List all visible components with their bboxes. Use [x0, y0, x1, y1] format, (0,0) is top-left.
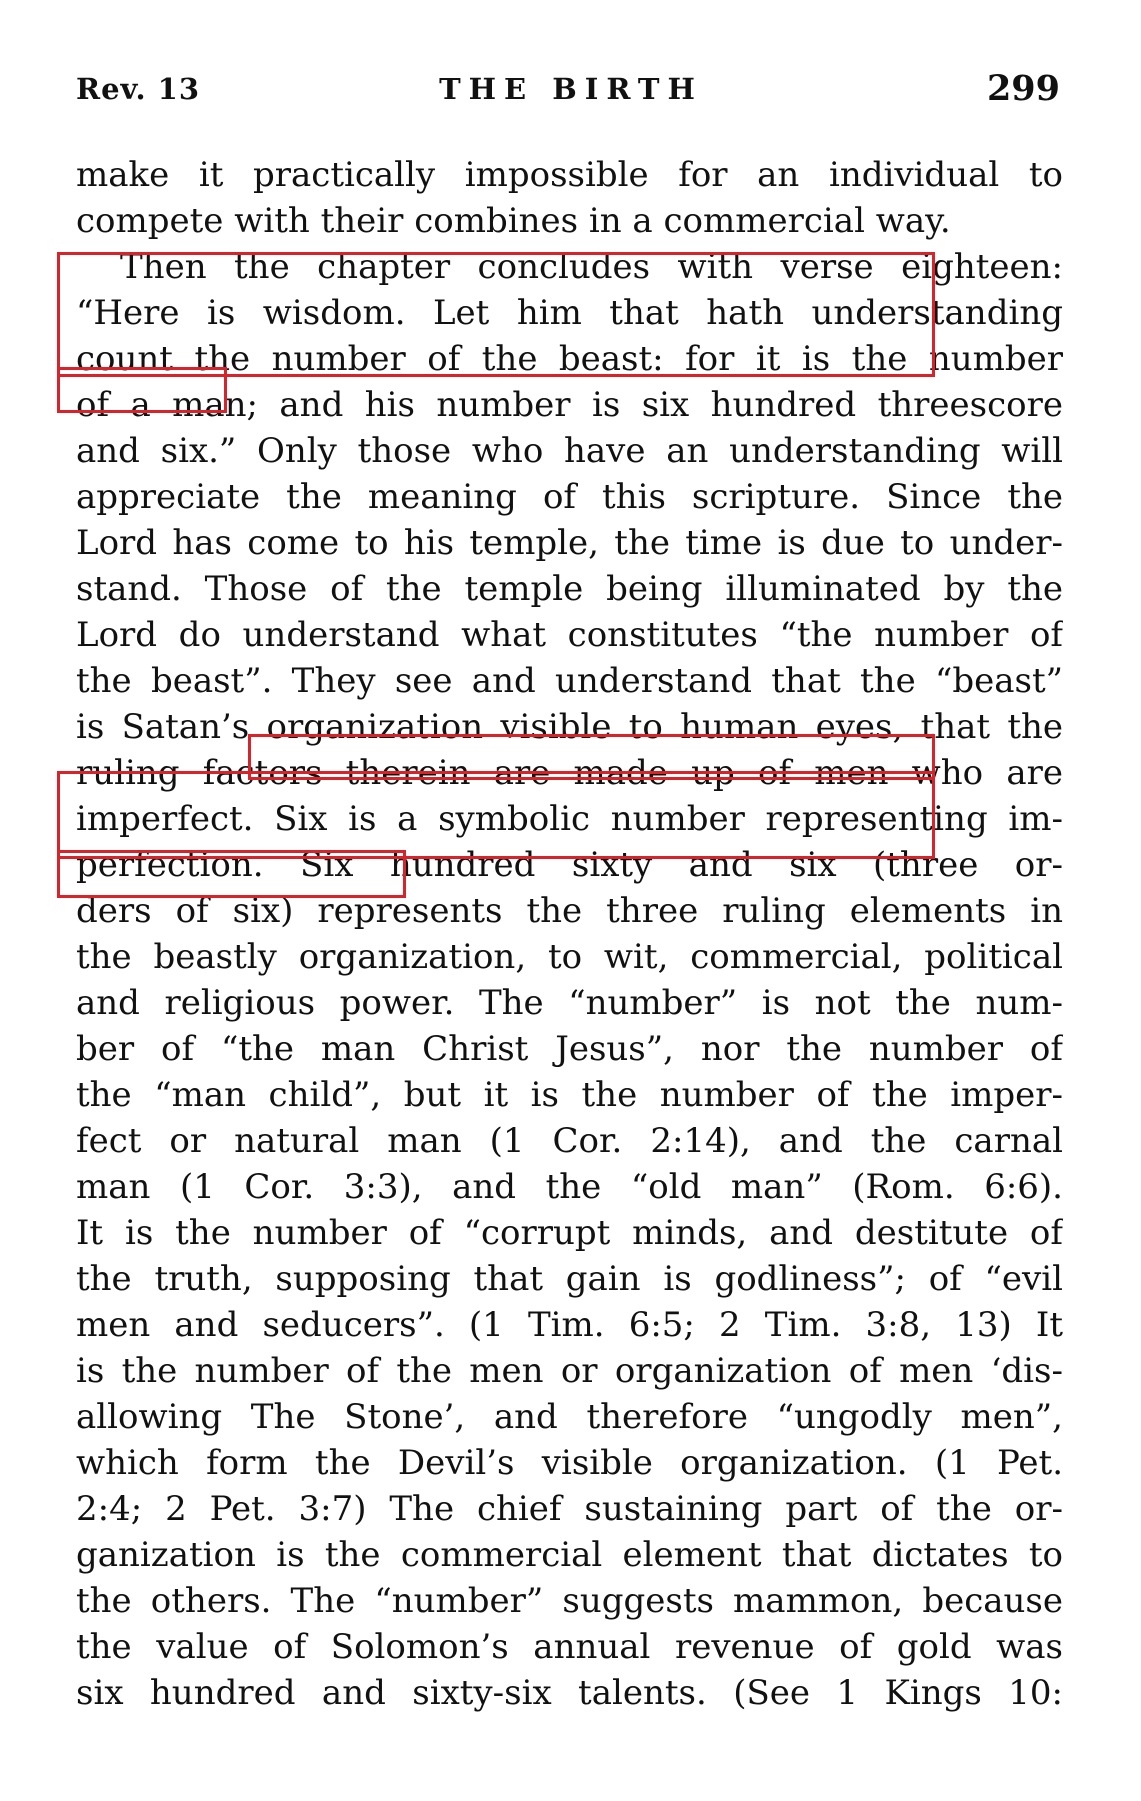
page-number: 299 — [986, 68, 1060, 109]
text-line: six hundred and sixty-six talents. (See 1 Kings 10: — [76, 1673, 1063, 1713]
text-line: compete with their combines in a commercial way. — [76, 201, 951, 241]
text-line: the beast”. They see and understand that the “beast” — [76, 661, 1063, 701]
text-line: which form the Devil’s visible organization. (1 Pet. — [76, 1443, 1063, 1483]
running-head-reference: Rev. 13 — [76, 72, 201, 106]
text-line: the value of Solomon’s annual revenue of gold was — [76, 1627, 1063, 1667]
text-line: allowing The Stone’, and therefore “ungodly men”, — [76, 1397, 1063, 1437]
text-line: the “man child”, but it is the number of the imper- — [76, 1075, 1063, 1115]
text-line: and religious power. The “number” is not the num- — [76, 983, 1063, 1023]
text-line: count the number of the beast: for it is the number — [76, 339, 1063, 379]
text-line: of a man; and his number is six hundred threescore — [76, 385, 1063, 425]
text-line: Lord has come to his temple, the time is due to under- — [76, 523, 1063, 563]
text-line: Lord do understand what constitutes “the number of — [76, 615, 1063, 655]
text-line: stand. Those of the temple being illuminated by the — [76, 569, 1063, 609]
text-line: perfection. Six hundred sixty and six (three or- — [76, 845, 1063, 885]
text-line: ders of six) represents the three ruling elements in — [76, 891, 1063, 931]
text-line: men and seducers”. (1 Tim. 6:5; 2 Tim. 3:8, 13) It — [76, 1305, 1063, 1345]
text-line: is the number of the men or organization of men ‘dis- — [76, 1351, 1063, 1391]
text-line: ber of “the man Christ Jesus”, nor the number of — [76, 1029, 1063, 1069]
text-line: the others. The “number” suggests mammon, because — [76, 1581, 1063, 1621]
running-head-title: THE BIRTH — [439, 72, 703, 106]
body-text — [76, 152, 1063, 1716]
text-line: make it practically impossible for an individual to — [76, 155, 1063, 195]
text-line: and six.” Only those who have an understanding will — [76, 431, 1063, 471]
text-line: 2:4; 2 Pet. 3:7) The chief sustaining part of the or- — [76, 1489, 1063, 1529]
text-line: imperfect. Six is a symbolic number representing im- — [76, 799, 1063, 839]
text-line: fect or natural man (1 Cor. 2:14), and the carnal — [76, 1121, 1063, 1161]
text-line: is Satan’s organization visible to human eyes, that the — [76, 707, 1063, 747]
text-line: the truth, supposing that gain is godliness”; of “evil — [76, 1259, 1063, 1299]
text-line: It is the number of “corrupt minds, and destitute of — [76, 1213, 1063, 1253]
text-line: “Here is wisdom. Let him that hath understanding — [76, 293, 1063, 333]
text-line: ruling factors therein are made up of men who are — [76, 753, 1063, 793]
page-header — [76, 64, 1066, 124]
text-line: ganization is the commercial element that dictates to — [76, 1535, 1063, 1575]
text-line: appreciate the meaning of this scripture. Since the — [76, 477, 1063, 517]
text-line: the beastly organization, to wit, commercial, political — [76, 937, 1063, 977]
text-line: Then the chapter concludes with verse eighteen: — [120, 247, 1063, 287]
text-line: man (1 Cor. 3:3), and the “old man” (Rom. 6:6). — [76, 1167, 1063, 1207]
